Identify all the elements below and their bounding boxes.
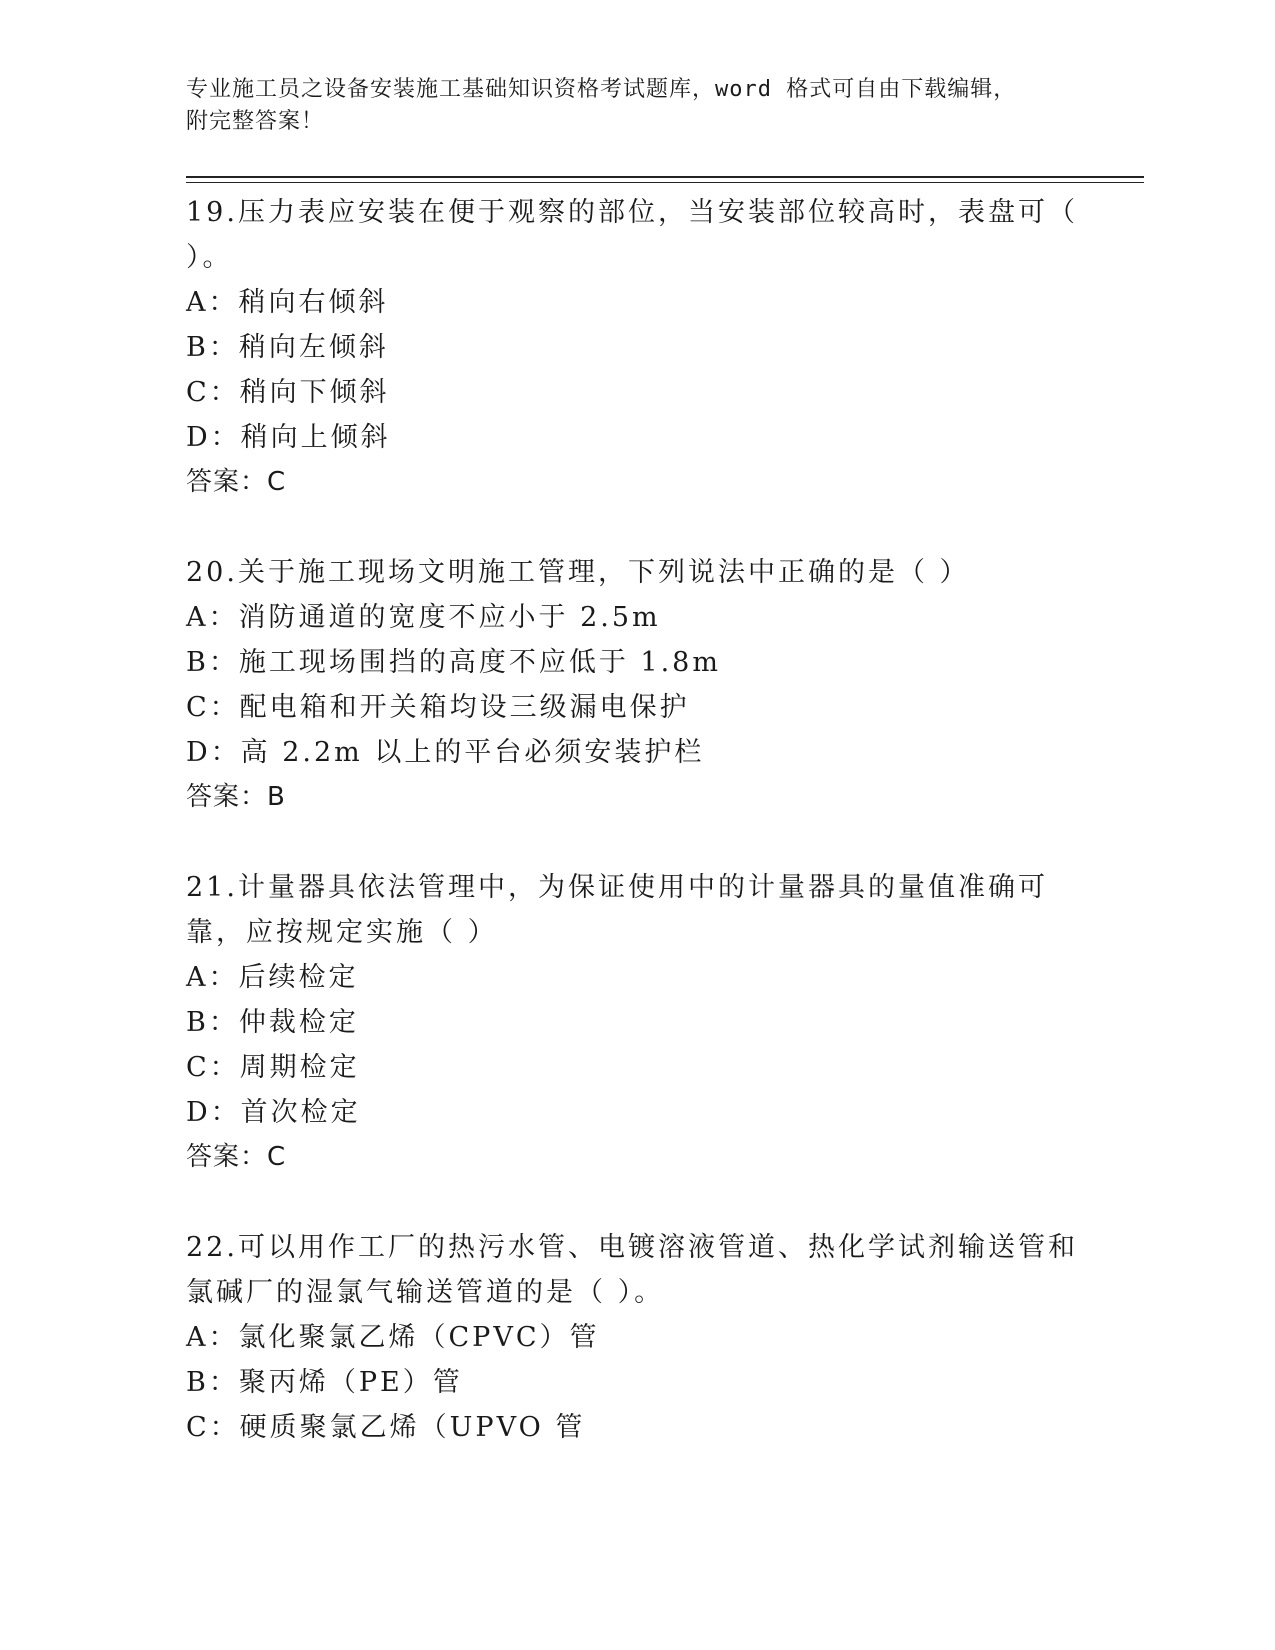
option-a: A：消防通道的宽度不应小于 2.5m — [186, 602, 661, 633]
question-text: 19.压力表应安装在便于观察的部位，当安装部位较高时，表盘可（ ）。 — [186, 197, 1078, 273]
header-divider-thin — [186, 182, 1144, 183]
question-21 — [186, 865, 1086, 1180]
answer-line: 答案：B — [186, 782, 286, 812]
header-line-1: 专业施工员之设备安装施工基础知识资格考试题库，word 格式可自由下载编辑， — [186, 77, 1017, 102]
option-b: B：施工现场围挡的高度不应低于 1.8m — [186, 647, 721, 678]
answer-line: 答案：C — [186, 467, 287, 497]
option-a: A：后续检定 — [186, 962, 359, 993]
option-c: C：稍向下倾斜 — [186, 377, 390, 408]
option-b: B：聚丙烯（PE）管 — [186, 1367, 463, 1398]
option-c: C：周期检定 — [186, 1052, 360, 1083]
header-divider-thick — [186, 176, 1144, 178]
answer-line: 答案：C — [186, 1142, 287, 1172]
option-b: B：稍向左倾斜 — [186, 332, 389, 363]
option-d: D：首次检定 — [186, 1097, 361, 1128]
document-header — [186, 74, 1086, 138]
question-text: 22.可以用作工厂的热污水管、电镀溶液管道、热化学试剂输送管和氯碱厂的湿氯气输送管道的是（ ）。 — [186, 1232, 1078, 1308]
header-line-2: 附完整答案！ — [186, 109, 325, 134]
question-text: 20.关于施工现场文明施工管理，下列说法中正确的是（ ） — [186, 557, 970, 588]
question-text: 21.计量器具依法管理中，为保证使用中的计量器具的量值准确可靠，应按规定实施（ ） — [186, 872, 1048, 948]
question-19 — [186, 190, 1086, 505]
option-a: A：氯化聚氯乙烯（CPVC）管 — [186, 1322, 600, 1353]
question-22 — [186, 1225, 1086, 1450]
option-c: C：硬质聚氯乙烯（UPVO 管 — [186, 1412, 586, 1443]
option-d: D：高 2.2m 以上的平台必须安装护栏 — [186, 737, 705, 768]
option-b: B：仲裁检定 — [186, 1007, 359, 1038]
option-a: A：稍向右倾斜 — [186, 287, 389, 318]
option-d: D：稍向上倾斜 — [186, 422, 391, 453]
question-list — [186, 190, 1086, 1495]
question-20 — [186, 550, 1086, 820]
option-c: C：配电箱和开关箱均设三级漏电保护 — [186, 692, 690, 723]
